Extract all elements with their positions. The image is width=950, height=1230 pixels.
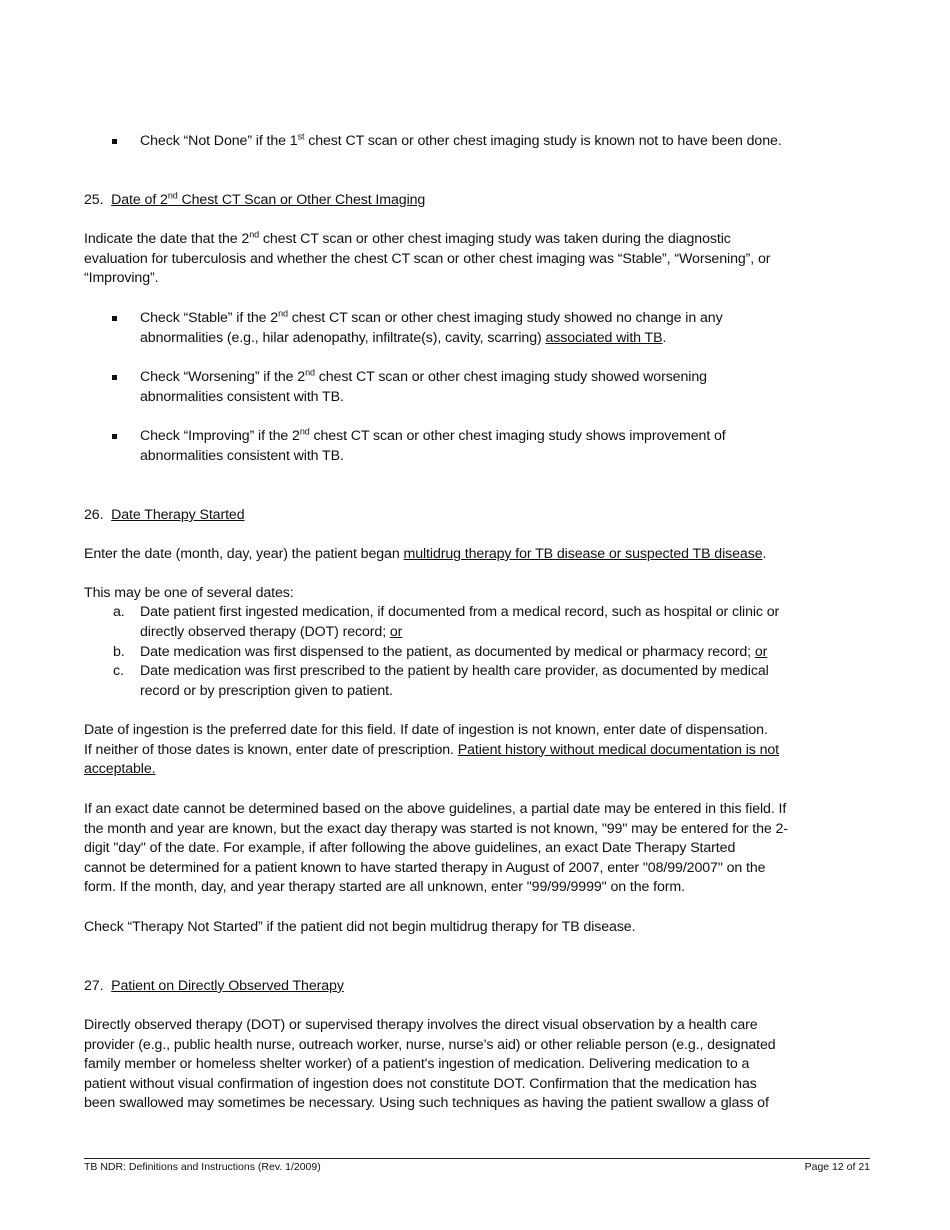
bullet-stable: Check “Stable” if the 2nd chest CT scan or other chest imaging study showed no change in any abnormalities (e.g., hilar adenopathy, infiltrate(s), cavity, scarring) associated with TB. (140, 308, 723, 346)
section-27-body: Directly observed therapy (DOT) or supervised therapy involves the direct visual observation by a health care provider (e.g., public health nurse, outreach worker, nurse, nurse’s aid) or other reliable person (e.g., designated family member or homeless shelter worker) of a patient's ingestion of medication. Delivering medication to a patient without visual confirmation of ingestion does not constitute DOT. Confirmation that the medication has been swallowed may sometimes be necessary. Using such techniques as having the patient swallow a glass of (84, 1017, 776, 1112)
bullet-icon (112, 132, 122, 144)
bullet-not-done: Check “Not Done” if the 1st chest CT scan or other chest imaging study is known not to have been done. (140, 131, 782, 149)
page-footer (84, 1158, 870, 1173)
section-26-preferred: Date of ingestion is the preferred date for this field. If date of ingestion is not known, enter date of dispensation. If neither of those dates is known, enter date of prescription. Patient history without medical documentation is not acceptable. (84, 722, 780, 778)
list-marker-b: b. (113, 644, 125, 660)
section-27-heading: 27. Patient on Directly Observed Therapy (84, 978, 344, 994)
bullet-icon (112, 427, 122, 439)
section-26-may-be: This may be one of several dates: (84, 585, 294, 601)
list-marker-a: a. (113, 604, 125, 620)
section-25-intro: Indicate the date that the 2nd chest CT scan or other chest imaging study was taken during the diagnostic evaluation for tuberculosis and whether the chest CT scan or other chest imaging was “Stable”, “Worsening”, or “Improving”. (84, 229, 771, 287)
bullet-improving: Check “Improving” if the 2nd chest CT scan or other chest imaging study shows improvement of abnormalities consistent with TB. (140, 426, 726, 464)
section-26-enter: Enter the date (month, day, year) the patient began multidrug therapy for TB disease or suspected TB disease. (84, 546, 767, 562)
bullet-icon (112, 368, 122, 380)
section-25-heading: 25. Date of 2nd Chest CT Scan or Other Chest Imaging (84, 190, 426, 208)
list-marker-c: c. (113, 663, 124, 679)
section-26-not-started: Check “Therapy Not Started” if the patient did not begin multidrug therapy for TB disease. (84, 919, 636, 935)
list-item-c: Date medication was first prescribed to the patient by health care provider, as documented by medical record or by prescription given to patient. (140, 663, 769, 699)
footer-title: TB NDR: Definitions and Instructions (Rev. 1/2009) (84, 1161, 321, 1173)
bullet-icon (112, 309, 122, 321)
bullet-worsening: Check “Worsening” if the 2nd chest CT scan or other chest imaging study showed worsening abnormalities consistent with TB. (140, 367, 707, 405)
page-number: Page 12 of 21 (804, 1161, 870, 1173)
list-item-b: Date medication was first dispensed to the patient, as documented by medical or pharmacy record; or (140, 644, 768, 660)
section-26-exact-date: If an exact date cannot be determined based on the above guidelines, a partial date may be entered in this field. If the month and year are known, but the exact day therapy was started is not known, "99" may be entered for the 2- digit "day" of the date. For example, if after following the above guidelines, an exact Date Therapy Started cannot be determined for a patient known to have started therapy in August of 2007, enter "08/99/2007" on the form. If the month, day, and year therapy started are all unknown, enter "99/99/9999" on the form. (84, 801, 788, 896)
section-26-heading: 26. Date Therapy Started (84, 507, 245, 523)
list-item-a: Date patient first ingested medication, if documented from a medical record, such as hospital or clinic or directly observed therapy (DOT) record; or (140, 604, 780, 640)
